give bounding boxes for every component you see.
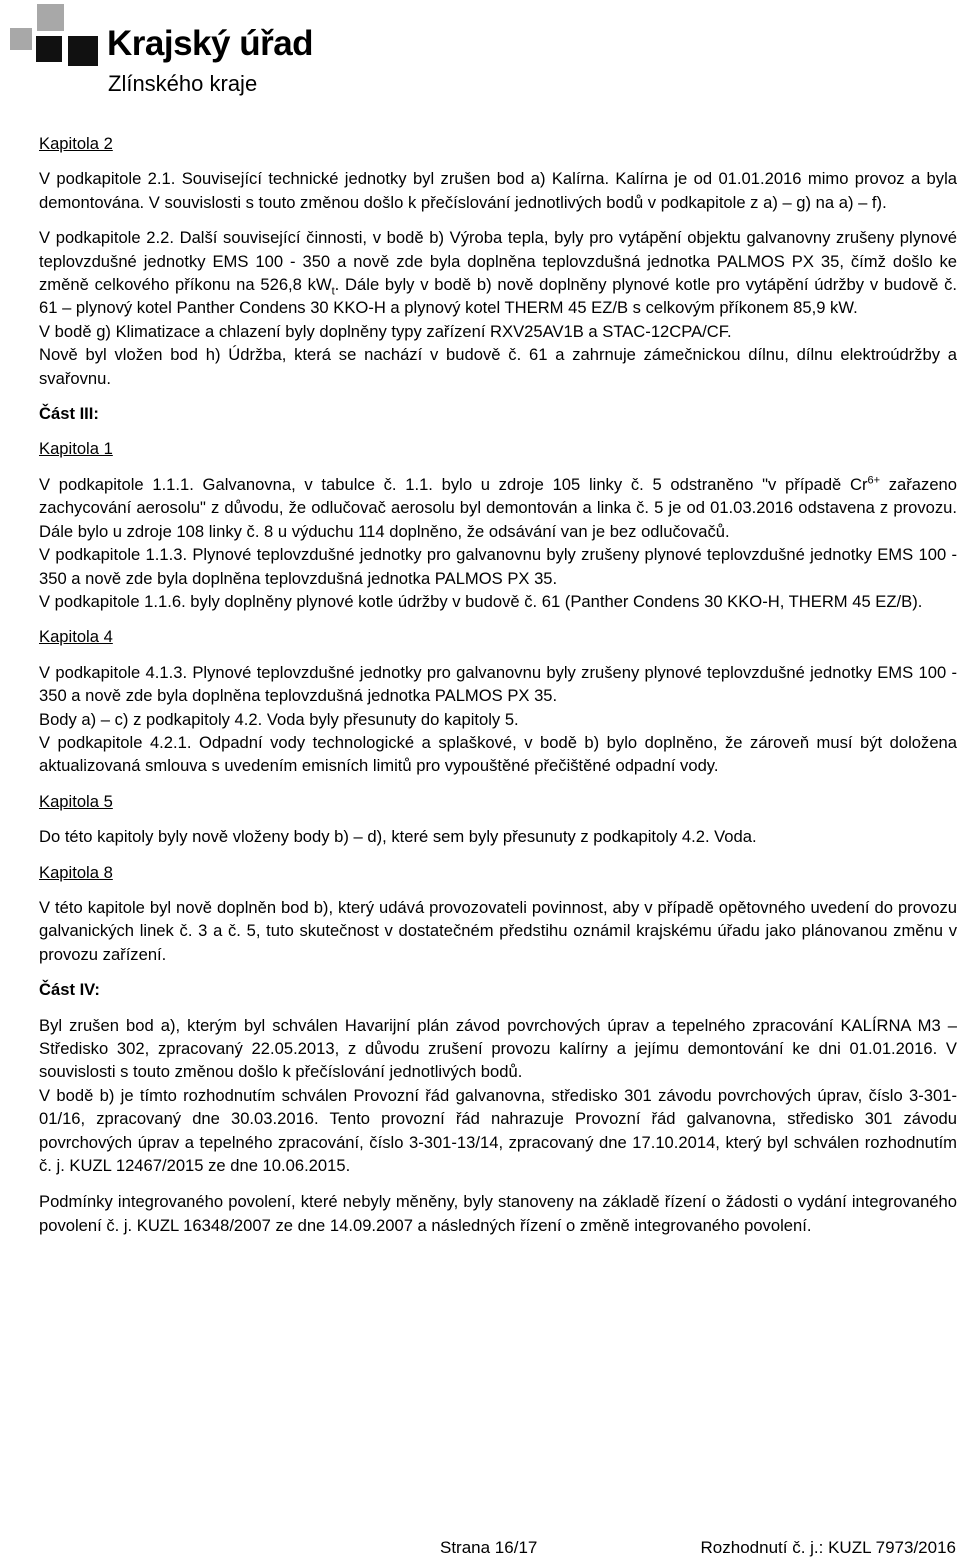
paragraph: Podmínky integrovaného povolení, které nebyly měněny, byly stanoveny na základě řízení o žádosti o vydání integrovaného povolení č. j. KUZL 16348/2007 ze dne 14.09.2007 a následných řízení o změně integrovaného povolení.: [39, 1192, 957, 1235]
logo: [0, 0, 320, 110]
part-heading: Část IV:: [39, 980, 100, 1000]
paragraph: V podkapitole 4.2.1. Odpadní vody technologické a splaškové, v bodě b) bylo doplněno, že zároveň musí být doložena aktualizovaná smlouva s uvedením emisních limitů pro vypouštěné přečištěné odpadní vody.: [39, 732, 957, 776]
logo-square-dark-2: [68, 36, 98, 66]
chapter-heading: Kapitola 5: [39, 791, 113, 811]
subscript: t: [331, 285, 335, 298]
spacer: [39, 649, 957, 661]
document-reference: Rozhodnutí č. j.: KUZL 7973/2016: [700, 1538, 956, 1557]
paragraph: V podkapitole 1.1.3. Plynové teplovzdušné jednotky pro galvanovnu byly zrušeny plynové teplovzdušné jednotky EMS 100 - 350 a nově zde byla doplněna teplovzdušná jednotka PALMOS PX 35.: [39, 545, 957, 588]
spacer: [39, 884, 957, 896]
chapter-heading: Kapitola 4: [39, 627, 113, 647]
paragraph: [39, 226, 957, 320]
paragraph-text: . Dále byly v bodě b) nově doplněny plynové kotle pro vytápění údržby v budově č. 61 – plynový kotel Panther Condens 30 KKO-H a plynový kotel THERM 45 EZ/B s celkovým příkonem 85,9 kW.: [39, 275, 957, 318]
paragraph: Nově byl vložen bod h) Údržba, která se nachází v budově č. 61 a zahrnuje zámečnickou dílnu, dílnu elektroúdržby a svařovnu.: [39, 345, 957, 388]
paragraph-text: V podkapitole 2.2. Další související činnosti, v bodě b) Výroba tepla, byly pro vytápění objektu galvanovny zrušeny plynové teplovzdušné jednotky EMS 100 - 350 a nově zde byla doplněna teplovzdušná jednotka PALMOS PX 35, čímž došlo ke změně celkového příkonu na 526,8 kW: [39, 228, 957, 295]
paragraph: V podkapitole 1.1.6. byly doplněny plynové kotle údržby v budově č. 61 (Panther Condens 30 KKO-H, THERM 45 EZ/B).: [39, 591, 923, 611]
chapter-heading: Kapitola 2: [39, 134, 113, 153]
superscript: 6+: [867, 474, 881, 487]
spacer: [39, 849, 957, 861]
spacer: [39, 778, 957, 790]
paragraph: Body a) – c) z podkapitoly 4.2. Voda byly přesunuty do kapitoly 5.: [39, 709, 519, 729]
paragraph: V podkapitole 4.1.3. Plynové teplovzdušné jednotky pro galvanovnu byly zrušeny plynové teplovzdušné jednotky EMS 100 - 350 a nově zde byla doplněna teplovzdušná jednotka PALMOS PX 35.: [39, 662, 957, 706]
paragraph: Do této kapitoly byly nově vloženy body b) – d), které sem byly přesunuty z podkapitoly 4.2. Voda.: [39, 827, 757, 847]
logo-square-dark-1: [36, 36, 62, 62]
spacer: [39, 1002, 957, 1014]
spacer: [39, 155, 957, 167]
paragraph: [39, 473, 957, 543]
paragraph: V bodě b) je tímto rozhodnutím schválen Provozní řád galvanovna, středisko 301 závodu povrchových úprav, číslo 3-301-01/16, zpracovaný dne 30.03.2016. Tento provozní řád nahrazuje Provozní řád galvanovna, středisko 301 závodu povrchových úprav a tepelného zpracování, číslo 3-301-13/14, zpracovaný dne 17.10.2014, který byl schválen rozhodnutím č. j. KUZL 12467/2015 ze dne 10.06.2015.: [39, 1085, 957, 1176]
spacer: [39, 1177, 957, 1190]
logo-square-gray-2: [10, 28, 32, 50]
logo-subtitle: Zlínského kraje: [108, 71, 258, 96]
page-number: Strana 16/17: [440, 1538, 538, 1557]
spacer: [39, 813, 957, 825]
spacer: [39, 461, 957, 473]
paragraph: V podkapitole 2.1. Související technické jednotky byl zrušen bod a) Kalírna. Kalírna je od 01.01.2016 mimo provoz a byla demontována. V souvislosti s touto změnou došlo k přečíslování jednotlivých bodů v podkapitole z a) – g) na a) – f).: [39, 169, 957, 212]
chapter-heading: Kapitola 1: [39, 439, 113, 459]
logo-title: Krajský úřad: [107, 24, 314, 63]
paragraph: V této kapitole byl nově doplněn bod b), který udává provozovateli povinnost, aby v případě opětovného uvedení do provozu galvanických linek č. 3 a č. 5, tuto skutečnost v dostatečném předstihu oznámil krajskému úřadu jako plánovanou změnu v provozu zařízení.: [39, 897, 957, 964]
spacer: [39, 390, 957, 402]
spacer: [39, 214, 957, 226]
paragraph-text: zařazeno zachycování aerosolu" z důvodu, že odlučovač aerosolu byl demontován a linka č. 5 je od 01.03.2016 odstavena z provozu. Dále bylo u zdroje 108 linky č. 8 u výduchu 114 doplněno, že odsávání van je bez odlučovačů.: [39, 474, 958, 541]
spacer: [39, 425, 957, 437]
paragraph: Byl zrušen bod a), kterým byl schválen Havarijní plán závod povrchových úprav a tepelného zpracování KALÍRNA M3 – Středisko 302, zpracovaný 22.05.2013, z důvodu zrušení provozu kalírny a jejímu demontování ke dni 01.01.2016. V souvislosti s touto změnou došlo k přečíslování jednotlivých bodů.: [39, 1015, 957, 1082]
chapter-heading: Kapitola 8: [39, 862, 113, 882]
part-heading: Část III:: [39, 404, 99, 424]
spacer: [39, 966, 957, 978]
spacer: [39, 613, 957, 625]
paragraph: V bodě g) Klimatizace a chlazení byly doplněny typy zařízení RXV25AV1B a STAC-12CPA/CF.: [39, 321, 732, 341]
paragraph-text: V podkapitole 1.1.1. Galvanovna, v tabulce č. 1.1. bylo u zdroje 105 linky č. 5 odstraněno "v případě Cr: [39, 474, 868, 494]
logo-square-gray-1: [37, 4, 64, 31]
document-body: [39, 132, 957, 1237]
